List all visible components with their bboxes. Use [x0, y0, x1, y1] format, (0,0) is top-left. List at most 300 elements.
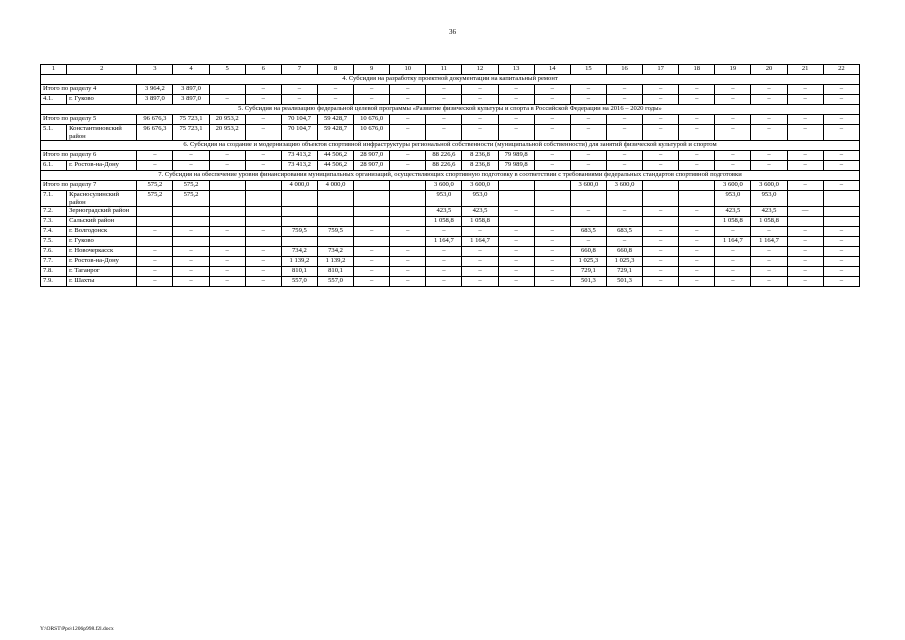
- value-cell: [679, 191, 715, 207]
- value-cell: –: [787, 227, 823, 237]
- table-row: [41, 277, 860, 287]
- row-name: г. Шахты: [67, 277, 137, 287]
- value-cell: –: [498, 267, 534, 277]
- value-cell: 660,8: [570, 247, 606, 257]
- value-cell: 44 506,2: [317, 151, 353, 161]
- row-name: Сальский район: [67, 217, 137, 227]
- value-cell: –: [245, 161, 281, 171]
- value-cell: 70 104,7: [281, 125, 317, 141]
- header-cell: 7: [281, 65, 317, 75]
- header-cell: 9: [354, 65, 390, 75]
- value-cell: –: [390, 267, 426, 277]
- table-row: [41, 227, 860, 237]
- value-cell: 70 104,7: [281, 115, 317, 125]
- value-cell: [354, 217, 390, 227]
- value-cell: –: [137, 277, 173, 287]
- value-cell: –: [173, 277, 209, 287]
- value-cell: –: [787, 161, 823, 171]
- row-name: г. Волгодонск: [67, 227, 137, 237]
- value-cell: –: [426, 247, 462, 257]
- value-cell: –: [643, 85, 679, 95]
- header-cell: 11: [426, 65, 462, 75]
- value-cell: –: [787, 257, 823, 267]
- value-cell: –: [679, 237, 715, 247]
- header-cell: 16: [606, 65, 642, 75]
- value-cell: –: [679, 247, 715, 257]
- value-cell: [245, 207, 281, 217]
- value-cell: [209, 217, 245, 227]
- row-name: Константиновский район: [67, 125, 137, 141]
- value-cell: 88 226,6: [426, 161, 462, 171]
- value-cell: [679, 181, 715, 191]
- value-cell: –: [715, 277, 751, 287]
- header-cell: 10: [390, 65, 426, 75]
- value-cell: –: [679, 85, 715, 95]
- value-cell: –: [823, 115, 859, 125]
- table-row: [41, 151, 860, 161]
- value-cell: –: [606, 85, 642, 95]
- value-cell: –: [462, 95, 498, 105]
- value-cell: –: [751, 257, 787, 267]
- value-cell: –: [534, 207, 570, 217]
- value-cell: –: [245, 115, 281, 125]
- value-cell: –: [570, 95, 606, 105]
- value-cell: –: [679, 207, 715, 217]
- table-row: [41, 95, 860, 105]
- value-cell: 3 600,0: [462, 181, 498, 191]
- value-cell: –: [390, 115, 426, 125]
- header-cell: 2: [67, 65, 137, 75]
- value-cell: [643, 191, 679, 207]
- value-cell: –: [173, 161, 209, 171]
- value-cell: [281, 207, 317, 217]
- value-cell: [390, 181, 426, 191]
- value-cell: [317, 237, 353, 247]
- section-title: 4. Субсидия на разработку проектной документации на капитальный ремонт: [41, 75, 860, 85]
- value-cell: 3 600,0: [606, 181, 642, 191]
- row-number: 7.4.: [41, 227, 67, 237]
- value-cell: –: [498, 237, 534, 247]
- value-cell: –: [751, 85, 787, 95]
- value-cell: 953,0: [462, 191, 498, 207]
- value-cell: [534, 191, 570, 207]
- table-row: [41, 125, 860, 141]
- value-cell: –: [823, 125, 859, 141]
- value-cell: 1 164,7: [462, 237, 498, 247]
- value-cell: –: [787, 115, 823, 125]
- value-cell: —: [787, 207, 823, 217]
- value-cell: –: [751, 115, 787, 125]
- value-cell: –: [606, 125, 642, 141]
- value-cell: –: [173, 257, 209, 267]
- value-cell: [354, 207, 390, 217]
- header-cell: 14: [534, 65, 570, 75]
- value-cell: 1 139,2: [281, 257, 317, 267]
- value-cell: –: [390, 85, 426, 95]
- row-name: Красносулинский район: [67, 191, 137, 207]
- section-title-row: [41, 141, 860, 151]
- value-cell: –: [751, 125, 787, 141]
- header-cell: 8: [317, 65, 353, 75]
- value-cell: [570, 191, 606, 207]
- value-cell: 575,2: [137, 191, 173, 207]
- row-number: 7.3.: [41, 217, 67, 227]
- value-cell: [606, 217, 642, 227]
- value-cell: [245, 191, 281, 207]
- value-cell: –: [498, 257, 534, 267]
- value-cell: –: [498, 247, 534, 257]
- value-cell: –: [426, 125, 462, 141]
- row-number: 7.8.: [41, 267, 67, 277]
- value-cell: [137, 217, 173, 227]
- value-cell: 423,5: [426, 207, 462, 217]
- value-cell: –: [679, 95, 715, 105]
- value-cell: 810,1: [317, 267, 353, 277]
- value-cell: [498, 191, 534, 207]
- value-cell: –: [643, 95, 679, 105]
- value-cell: –: [317, 95, 353, 105]
- value-cell: –: [426, 257, 462, 267]
- value-cell: –: [643, 277, 679, 287]
- value-cell: [498, 181, 534, 191]
- value-cell: –: [534, 257, 570, 267]
- row-number: 5.1.: [41, 125, 67, 141]
- value-cell: –: [245, 95, 281, 105]
- value-cell: 1 058,8: [426, 217, 462, 227]
- value-cell: –: [823, 151, 859, 161]
- value-cell: [137, 207, 173, 217]
- header-cell: 6: [245, 65, 281, 75]
- value-cell: –: [498, 207, 534, 217]
- value-cell: –: [209, 161, 245, 171]
- value-cell: [354, 237, 390, 247]
- value-cell: –: [245, 277, 281, 287]
- value-cell: –: [679, 151, 715, 161]
- value-cell: 59 428,7: [317, 125, 353, 141]
- value-cell: –: [462, 247, 498, 257]
- row-number: 7.7.: [41, 257, 67, 267]
- value-cell: –: [606, 237, 642, 247]
- value-cell: –: [498, 85, 534, 95]
- value-cell: 75 723,1: [173, 125, 209, 141]
- value-cell: –: [823, 247, 859, 257]
- value-cell: –: [787, 247, 823, 257]
- value-cell: –: [751, 267, 787, 277]
- value-cell: 501,3: [606, 277, 642, 287]
- value-cell: 20 953,2: [209, 125, 245, 141]
- value-cell: –: [462, 125, 498, 141]
- value-cell: –: [390, 95, 426, 105]
- value-cell: 59 428,7: [317, 115, 353, 125]
- value-cell: –: [751, 247, 787, 257]
- value-cell: –: [462, 257, 498, 267]
- value-cell: 734,2: [317, 247, 353, 257]
- value-cell: –: [570, 161, 606, 171]
- value-cell: [787, 191, 823, 207]
- value-cell: –: [209, 227, 245, 237]
- value-cell: –: [787, 237, 823, 247]
- value-cell: [209, 181, 245, 191]
- value-cell: –: [823, 267, 859, 277]
- value-cell: –: [173, 227, 209, 237]
- value-cell: –: [245, 267, 281, 277]
- value-cell: –: [209, 151, 245, 161]
- row-number: 7.2.: [41, 207, 67, 217]
- value-cell: –: [498, 95, 534, 105]
- row-name: г. Ростов-на-Дону: [67, 161, 137, 171]
- table-row: [41, 257, 860, 267]
- value-cell: –: [137, 151, 173, 161]
- value-cell: –: [354, 277, 390, 287]
- value-cell: –: [823, 85, 859, 95]
- subsidy-table: [40, 64, 860, 287]
- table-row: [41, 191, 860, 207]
- value-cell: –: [426, 277, 462, 287]
- value-cell: 4 000,0: [317, 181, 353, 191]
- value-cell: –: [534, 237, 570, 247]
- value-cell: –: [643, 267, 679, 277]
- value-cell: –: [679, 267, 715, 277]
- value-cell: [823, 217, 859, 227]
- value-cell: –: [137, 161, 173, 171]
- value-cell: –: [715, 85, 751, 95]
- value-cell: –: [715, 267, 751, 277]
- value-cell: [679, 217, 715, 227]
- header-cell: 12: [462, 65, 498, 75]
- value-cell: –: [462, 227, 498, 237]
- header-cell: 20: [751, 65, 787, 75]
- row-name: Зерноградский район: [67, 207, 137, 217]
- value-cell: –: [787, 151, 823, 161]
- value-cell: –: [534, 161, 570, 171]
- value-cell: –: [281, 85, 317, 95]
- value-cell: –: [606, 115, 642, 125]
- value-cell: [245, 181, 281, 191]
- value-cell: [245, 217, 281, 227]
- section-title-row: [41, 75, 860, 85]
- value-cell: –: [354, 267, 390, 277]
- value-cell: –: [390, 257, 426, 267]
- value-cell: –: [498, 115, 534, 125]
- row-name: Итого по разделу 6: [41, 151, 137, 161]
- value-cell: [643, 181, 679, 191]
- value-cell: –: [643, 115, 679, 125]
- value-cell: [173, 237, 209, 247]
- value-cell: –: [173, 247, 209, 257]
- header-cell: 21: [787, 65, 823, 75]
- value-cell: 1 164,7: [751, 237, 787, 247]
- value-cell: 96 676,3: [137, 125, 173, 141]
- row-number: 7.6.: [41, 247, 67, 257]
- value-cell: –: [462, 267, 498, 277]
- value-cell: –: [209, 277, 245, 287]
- value-cell: [390, 191, 426, 207]
- value-cell: –: [354, 227, 390, 237]
- value-cell: –: [209, 247, 245, 257]
- value-cell: –: [823, 227, 859, 237]
- value-cell: [534, 217, 570, 227]
- value-cell: –: [390, 161, 426, 171]
- header-cell: 19: [715, 65, 751, 75]
- value-cell: 3 600,0: [715, 181, 751, 191]
- value-cell: –: [354, 95, 390, 105]
- value-cell: –: [715, 227, 751, 237]
- value-cell: –: [354, 257, 390, 267]
- value-cell: –: [823, 181, 859, 191]
- value-cell: –: [787, 85, 823, 95]
- value-cell: 729,1: [606, 267, 642, 277]
- value-cell: [317, 191, 353, 207]
- value-cell: [823, 191, 859, 207]
- table-row: [41, 217, 860, 227]
- value-cell: –: [137, 257, 173, 267]
- value-cell: 557,0: [281, 277, 317, 287]
- value-cell: –: [390, 227, 426, 237]
- value-cell: 557,0: [317, 277, 353, 287]
- value-cell: –: [643, 207, 679, 217]
- value-cell: –: [498, 277, 534, 287]
- value-cell: [245, 237, 281, 247]
- value-cell: 683,5: [606, 227, 642, 237]
- value-cell: 73 413,2: [281, 151, 317, 161]
- value-cell: –: [823, 95, 859, 105]
- value-cell: 28 907,0: [354, 151, 390, 161]
- value-cell: –: [606, 95, 642, 105]
- value-cell: 759,5: [281, 227, 317, 237]
- value-cell: –: [462, 85, 498, 95]
- value-cell: –: [679, 277, 715, 287]
- value-cell: 953,0: [751, 191, 787, 207]
- value-cell: –: [787, 125, 823, 141]
- file-path-footer: Y:\ORST\Ppo\1206p998.f2l.docx: [40, 626, 114, 632]
- value-cell: 423,5: [462, 207, 498, 217]
- row-name: г. Гуково: [67, 237, 137, 247]
- value-cell: [209, 237, 245, 247]
- value-cell: 683,5: [570, 227, 606, 237]
- value-cell: 953,0: [426, 191, 462, 207]
- value-cell: 810,1: [281, 267, 317, 277]
- value-cell: –: [426, 227, 462, 237]
- value-cell: 96 676,3: [137, 115, 173, 125]
- row-name: Итого по разделу 4: [41, 85, 137, 95]
- value-cell: [787, 217, 823, 227]
- row-number: 7.5.: [41, 237, 67, 247]
- section-title: 7. Субсидия на обеспечение уровня финансирования муниципальных организаций, осуществляющих спортивную подготовку в соответствии с требованиями федеральных стандартов спортивной подготовки: [41, 171, 860, 181]
- table-row: [41, 115, 860, 125]
- value-cell: 28 907,0: [354, 161, 390, 171]
- section-title-row: [41, 171, 860, 181]
- value-cell: 8 236,8: [462, 161, 498, 171]
- value-cell: 1 025,3: [570, 257, 606, 267]
- value-cell: 1 058,8: [715, 217, 751, 227]
- value-cell: –: [317, 85, 353, 95]
- value-cell: 953,0: [715, 191, 751, 207]
- value-cell: –: [823, 277, 859, 287]
- value-cell: 734,2: [281, 247, 317, 257]
- value-cell: –: [823, 237, 859, 247]
- value-cell: –: [679, 161, 715, 171]
- value-cell: 1 025,3: [606, 257, 642, 267]
- header-cell: 17: [643, 65, 679, 75]
- value-cell: –: [751, 161, 787, 171]
- value-cell: [209, 191, 245, 207]
- table-row: [41, 207, 860, 217]
- value-cell: –: [426, 115, 462, 125]
- value-cell: –: [679, 125, 715, 141]
- value-cell: –: [209, 95, 245, 105]
- row-name: г. Ростов-на-Дону: [67, 257, 137, 267]
- header-cell: 3: [137, 65, 173, 75]
- value-cell: 3 897,0: [173, 85, 209, 95]
- value-cell: 88 226,6: [426, 151, 462, 161]
- section-title: 6. Субсидия на создание и модернизацию объектов спортивной инфраструктуры региональной собственности (муниципальной собственности) для занятий физической культурой и спортом: [41, 141, 860, 151]
- value-cell: –: [534, 115, 570, 125]
- value-cell: –: [643, 161, 679, 171]
- value-cell: 575,2: [173, 181, 209, 191]
- value-cell: 8 236,8: [462, 151, 498, 161]
- value-cell: [534, 181, 570, 191]
- value-cell: –: [534, 85, 570, 95]
- row-name: Итого по разделу 5: [41, 115, 137, 125]
- value-cell: [317, 217, 353, 227]
- value-cell: –: [390, 151, 426, 161]
- value-cell: –: [534, 227, 570, 237]
- value-cell: –: [209, 257, 245, 267]
- value-cell: 3 897,0: [137, 95, 173, 105]
- value-cell: –: [498, 125, 534, 141]
- section-title-row: [41, 105, 860, 115]
- value-cell: –: [426, 267, 462, 277]
- value-cell: [354, 191, 390, 207]
- value-cell: 73 413,2: [281, 161, 317, 171]
- row-number: 7.9.: [41, 277, 67, 287]
- value-cell: –: [462, 115, 498, 125]
- value-cell: –: [823, 161, 859, 171]
- value-cell: 3 897,0: [173, 95, 209, 105]
- value-cell: [823, 207, 859, 217]
- row-name: г. Таганрог: [67, 267, 137, 277]
- value-cell: –: [715, 161, 751, 171]
- value-cell: 575,2: [137, 181, 173, 191]
- value-cell: [173, 207, 209, 217]
- value-cell: –: [606, 151, 642, 161]
- value-cell: [354, 181, 390, 191]
- value-cell: –: [534, 95, 570, 105]
- header-cell: 5: [209, 65, 245, 75]
- value-cell: 1 139,2: [317, 257, 353, 267]
- value-cell: –: [787, 95, 823, 105]
- value-cell: –: [643, 257, 679, 267]
- value-cell: –: [137, 247, 173, 257]
- value-cell: –: [209, 267, 245, 277]
- value-cell: –: [679, 227, 715, 237]
- value-cell: –: [643, 247, 679, 257]
- value-cell: –: [173, 151, 209, 161]
- value-cell: –: [751, 95, 787, 105]
- value-cell: [570, 217, 606, 227]
- header-cell: 18: [679, 65, 715, 75]
- value-cell: –: [354, 85, 390, 95]
- value-cell: [173, 217, 209, 227]
- value-cell: –: [137, 227, 173, 237]
- value-cell: –: [751, 227, 787, 237]
- value-cell: –: [534, 151, 570, 161]
- value-cell: –: [534, 277, 570, 287]
- value-cell: –: [426, 95, 462, 105]
- value-cell: –: [643, 151, 679, 161]
- value-cell: 423,5: [751, 207, 787, 217]
- value-cell: –: [498, 227, 534, 237]
